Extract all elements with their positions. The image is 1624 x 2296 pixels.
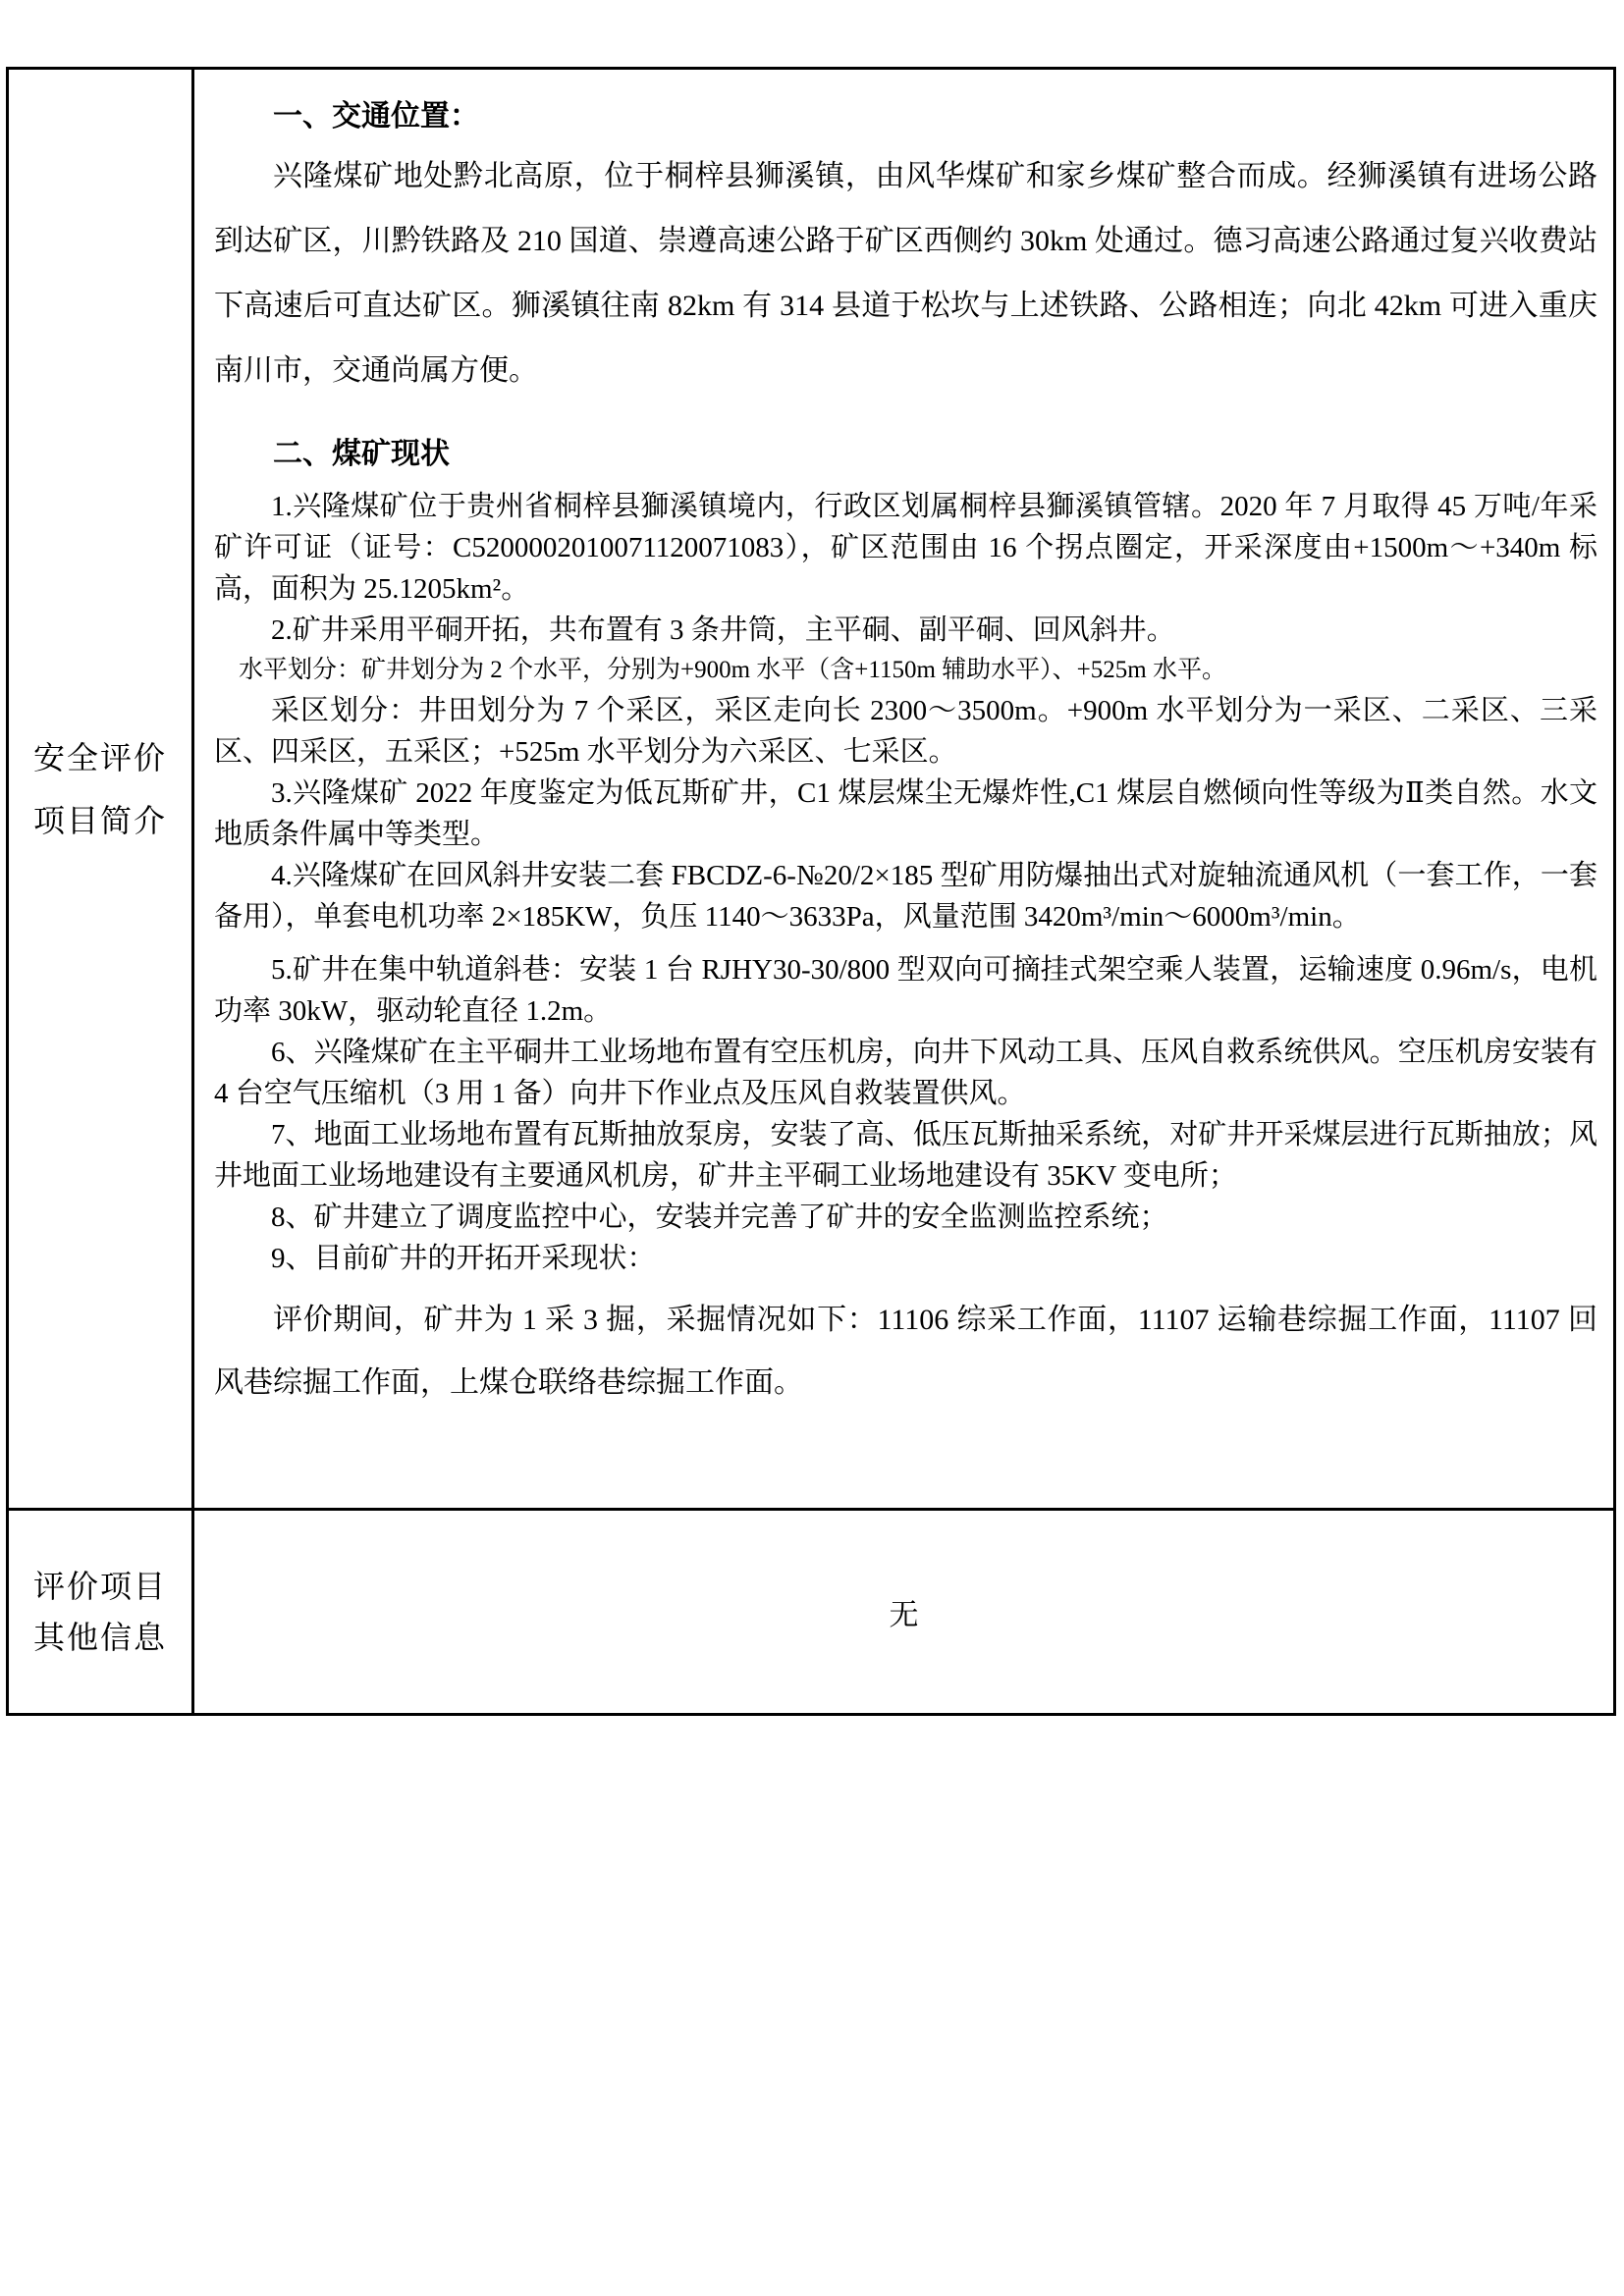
row-header-other-line1: 评价项目 — [32, 1569, 167, 1604]
mine-status-item-8: 8、矿井建立了调度监控中心，安装并完善了矿井的安全监测监控系统； — [271, 1201, 1168, 1233]
level-division-note: 水平划分：矿井划分为 2 个水平，分别为+900m 水平（含+1150m 辅助水平）、+525m 水平。 — [239, 657, 1226, 683]
mining-area-division-note: 采区划分：井田划分为 7 个采区，采区走向长 2300～3500m。+900m 水平划分为一采区、二采区、三采区、四采区，五采区；+525m 水平划分为六采区、七采区。 — [214, 695, 1597, 768]
mine-status-item-1: 1.兴隆煤矿位于贵州省桐梓县獅溪镇境内，行政区划属桐梓县獅溪镇管辖。2020 年 7 月取得 45 万吨/年采矿许可证（证号：C5200002010071120071083），矿区范围由 16 个拐点圈定，开采深度由+1500m～+340m 标高，面积为 25.1205km²。 — [214, 491, 1597, 605]
row-header-intro-line2: 项目简介 — [32, 802, 167, 838]
project-info-table — [6, 67, 1616, 1716]
mine-status-item-6: 6、兴隆煤矿在主平硐井工业场地布置有空压机房，向井下风动工具、压风自救系统供风。空压机房安装有 4 台空气压缩机（3 用 1 备）向井下作业点及压风自救装置供风。 — [214, 1037, 1597, 1109]
row-header-other-info — [9, 1511, 194, 1713]
intro-content-cell — [194, 70, 1613, 1508]
row-header-other-line2: 其他信息 — [32, 1620, 167, 1655]
mine-status-item-9: 9、目前矿井的开拓开采现状： — [271, 1243, 656, 1274]
transport-location-paragraph: 兴隆煤矿地处黔北高原，位于桐梓县狮溪镇，由风华煤矿和家乡煤矿整合而成。经狮溪镇有进场公路到达矿区，川黔铁路及 210 国道、崇遵高速公路于矿区西侧约 30km 处通过。德习高速公路通过复兴收费站下高速后可直达矿区。狮溪镇往南 82km 有 314 县道于松坎与上述铁路、公路相连；向北 42km 可进入重庆南川市，交通尚属方便。 — [214, 160, 1597, 387]
row-header-intro-line1: 安全评价 — [32, 739, 167, 775]
table-row-intro — [9, 70, 1613, 1508]
other-info-value: 无 — [889, 1599, 919, 1631]
evaluation-period-paragraph: 评价期间，矿井为 1 采 3 掘，采掘情况如下：11106 综采工作面，11107 运输巷综掘工作面，11107 回风巷综掘工作面，上煤仓联络巷综掘工作面。 — [214, 1304, 1597, 1399]
mine-status-item-5: 5.矿井在集中轨道斜巷：安装 1 台 RJHY30-30/800 型双向可摘挂式架空乘人装置，运输速度 0.96m/s，电机功率 30kW，驱动轮直径 1.2m。 — [214, 954, 1597, 1027]
table-row-other-info — [9, 1508, 1613, 1713]
section-title-mine-status: 二、煤矿现状 — [273, 438, 450, 470]
row-header-intro — [9, 70, 194, 1508]
mine-status-item-7: 7、地面工业场地布置有瓦斯抽放泵房，安装了高、低压瓦斯抽采系统，对矿井开采煤层进行瓦斯抽放；风井地面工业场地建设有主要通风机房，矿井主平硐工业场地建设有 35KV 变电所； — [214, 1119, 1597, 1192]
mine-status-item-2: 2.矿井采用平硐开拓，共布置有 3 条井筒，主平硐、副平硐、回风斜井。 — [271, 614, 1175, 646]
section-title-transport-location: 一、交通位置： — [273, 100, 479, 133]
mine-status-item-3: 3.兴隆煤矿 2022 年度鉴定为低瓦斯矿井，C1 煤层煤尘无爆炸性,C1 煤层自燃倾向性等级为Ⅱ类自然。水文地质条件属中等类型。 — [214, 777, 1597, 850]
mine-status-item-4: 4.兴隆煤矿在回风斜井安装二套 FBCDZ-6-№20/2×185 型矿用防爆抽出式对旋轴流通风机（一套工作，一套备用），单套电机功率 2×185KW，负压 1140～3633Pa，风量范围 3420m³/min～6000m³/min。 — [214, 860, 1597, 933]
